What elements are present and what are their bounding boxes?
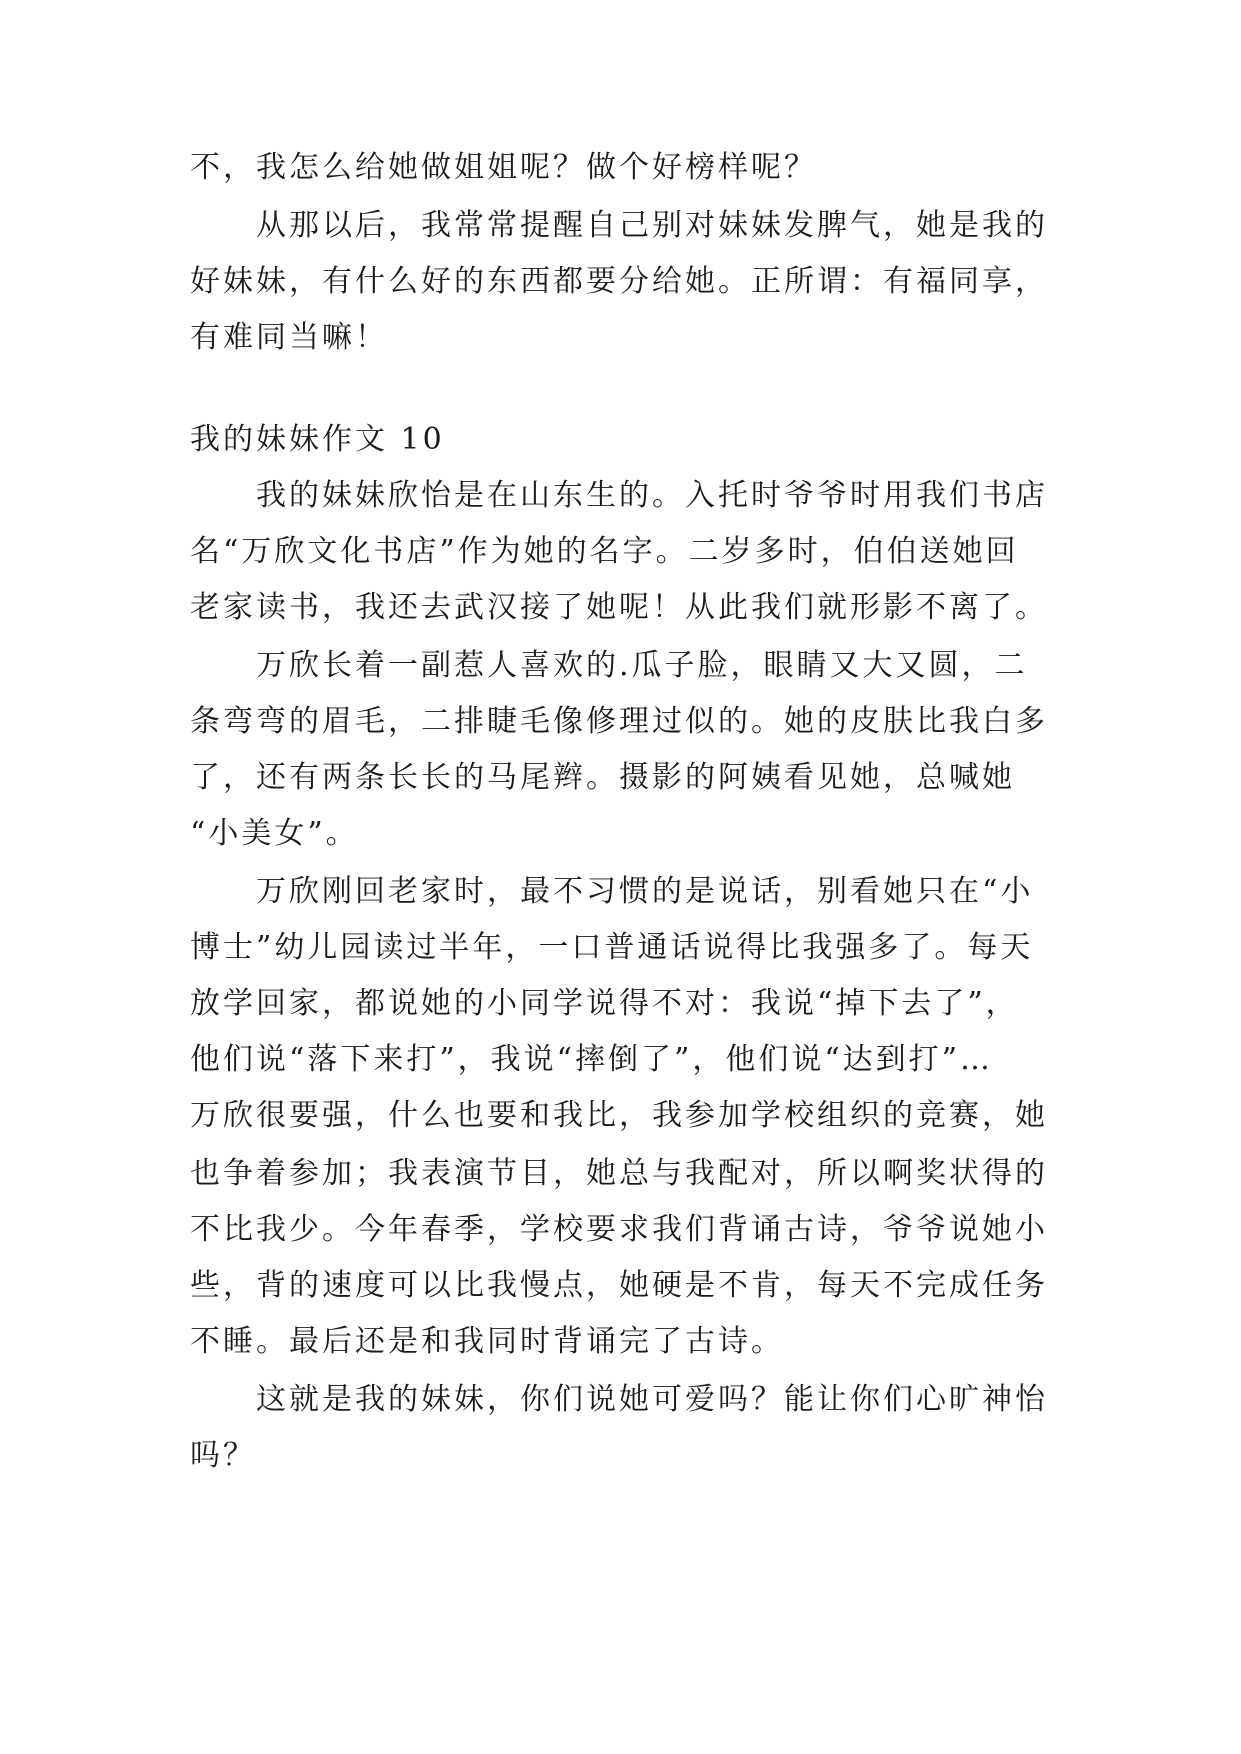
text-line: 不比我少。今年春季，学校要求我们背诵古诗，爷爷说她小 [190, 1212, 1048, 1247]
text-line: 我的妹妹欣怡是在山东生的。入托时爷爷时用我们书店 [256, 478, 1048, 513]
text-line: 博士”幼儿园读过半年，一口普通话说得比我强多了。每天 [190, 930, 1034, 965]
section-title: 我的妹妹作文 10 [190, 422, 445, 457]
text-line: 这就是我的妹妹，你们说她可爱吗？能让你们心旷神怡 [256, 1382, 1048, 1417]
text-line: 名“万欣文化书店”作为她的名字。二岁多时，伯伯送她回 [190, 534, 1019, 569]
text-line: 不睡。最后还是和我同时背诵完了古诗。 [190, 1324, 784, 1359]
text-line: 不，我怎么给她做姐姐呢？做个好榜样呢？ [190, 150, 817, 185]
text-line: 万欣长着一副惹人喜欢的.瓜子脸，眼睛又大又圆，二 [256, 648, 1028, 683]
text-line: 有难同当嘛！ [190, 320, 388, 355]
text-line: 万欣很要强，什么也要和我比，我参加学校组织的竞赛，她 [190, 1098, 1048, 1133]
text-line: 他们说“落下来打”，我说“摔倒了”，他们说“达到打”… [190, 1042, 994, 1077]
text-line: 放学回家，都说她的小同学说得不对：我说“掉下去了”， [190, 986, 1019, 1021]
text-line: 万欣刚回老家时，最不习惯的是说话，别看她只在“小 [256, 874, 1034, 909]
text-line: 也争着参加；我表演节目，她总与我配对，所以啊奖状得的 [190, 1156, 1048, 1191]
text-line: 条弯弯的眉毛，二排睫毛像修理过似的。她的皮肤比我白多 [190, 704, 1048, 739]
text-line: 从那以后，我常常提醒自己别对妹妹发脾气，她是我的 [256, 208, 1048, 243]
text-line: 了，还有两条长长的马尾辫。摄影的阿姨看见她，总喊她 [190, 760, 1015, 795]
text-line: 老家读书，我还去武汉接了她呢！从此我们就形影不离了。 [190, 590, 1048, 625]
text-line: “小美女”。 [190, 816, 359, 851]
text-line: 好妹妹，有什么好的东西都要分给她。正所谓：有福同享， [190, 264, 1048, 299]
text-line: 吗？ [190, 1438, 256, 1473]
text-line: 些，背的速度可以比我慢点，她硬是不肯，每天不完成任务 [190, 1268, 1048, 1303]
